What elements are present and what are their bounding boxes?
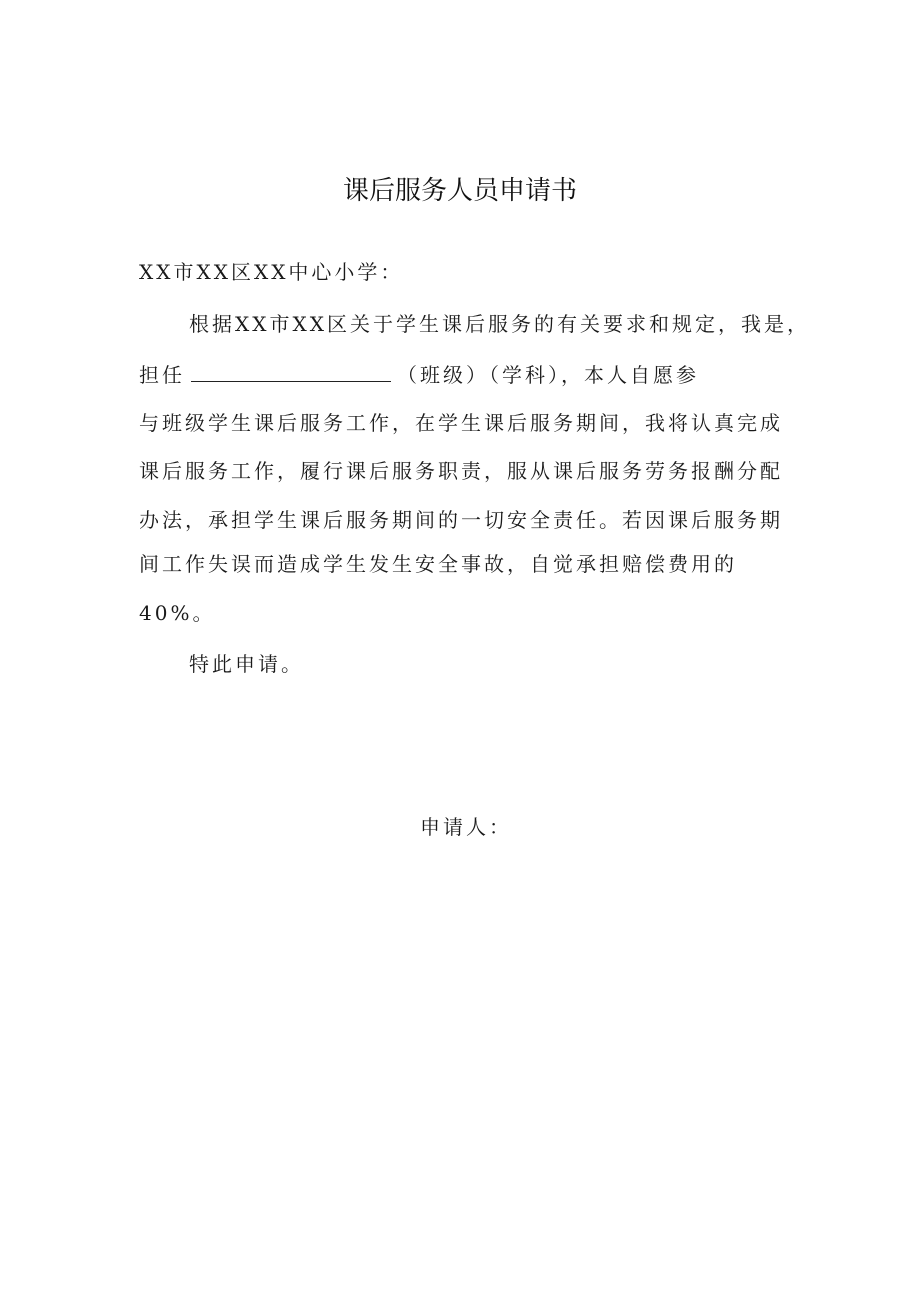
body-line-2 [139, 359, 699, 390]
body-line-3: 与班级学生课后服务工作，在学生课后服务期间，我将认真完成 [139, 411, 783, 435]
fill-in-blank[interactable] [191, 359, 391, 382]
closing-text: 特此申请。 [189, 652, 304, 676]
body-line-1: 根据XX市XX区关于学生课后服务的有关要求和规定，我是， [189, 312, 810, 336]
body-line-5: 办法，承担学生课后服务期间的一切安全责任。若因课后服务期 [139, 508, 783, 532]
addressee: XX市XX区XX中心小学： [139, 260, 404, 284]
body-line-6: 间工作失误而造成学生发生安全事故，自觉承担赔偿费用的 [139, 552, 737, 576]
signer-label: 申请人： [420, 815, 512, 839]
body-line-4: 课后服务工作，履行课后服务职责，服从课后服务劳务报酬分配 [139, 459, 783, 483]
body-line-2-prefix: 担任 [139, 363, 185, 387]
body-line-2-suffix: （班级）（学科），本人自愿参 [397, 363, 699, 387]
body-line-7: 40%。 [139, 601, 216, 625]
document-title: 课后服务人员申请书 [342, 176, 577, 206]
